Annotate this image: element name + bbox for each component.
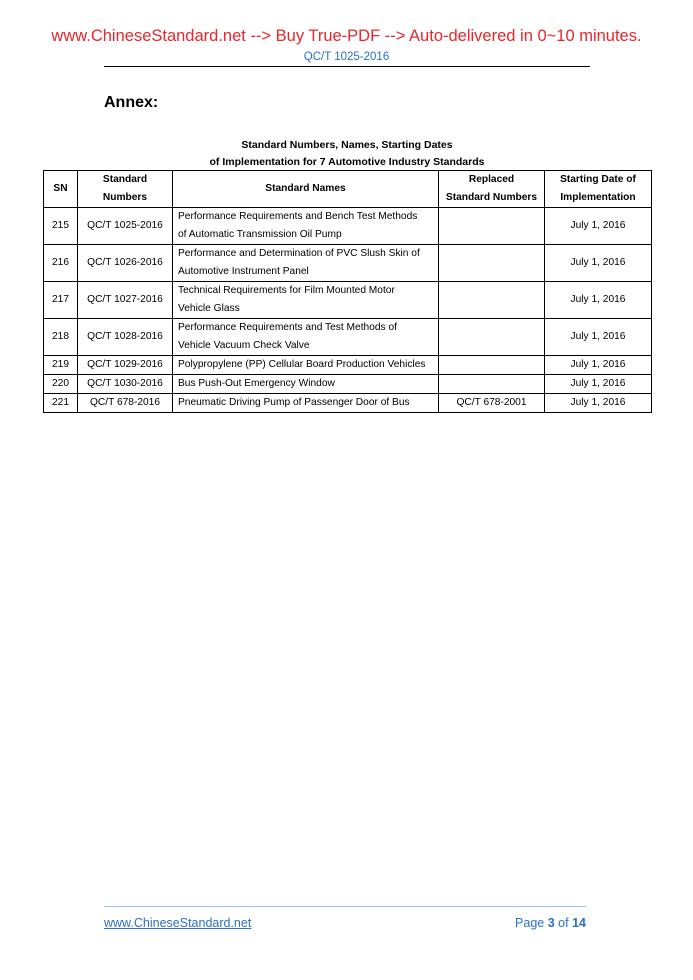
page-prefix: Page [515,916,545,930]
row-start-date: July 1, 2016 [545,356,652,375]
row-replaced: QC/T 678-2001 [439,394,545,413]
table-row [44,375,652,394]
row-standard-number: QC/T 1028-2016 [78,319,173,356]
standards-table [43,170,652,413]
row-standard-number: QC/T 1026-2016 [78,245,173,282]
row-standard-name [173,208,439,245]
row-standard-name-line1: Technical Requirements for Film Mounted Motor [178,285,395,296]
row-start-date: July 1, 2016 [545,245,652,282]
row-sn: 215 [44,208,78,245]
table-row [44,394,652,413]
header-replaced-line1: Replaced [468,174,515,185]
header-replaced [439,171,545,208]
row-standard-name [173,282,439,319]
row-standard-name-line1: Performance Requirements and Test Methods of [178,322,397,333]
page-indicator [515,916,586,930]
table-header-row [44,171,652,208]
row-standard-name-line2: Automotive Instrument Panel [178,266,309,277]
row-sn: 216 [44,245,78,282]
page-total: 14 [572,916,586,930]
row-start-date: July 1, 2016 [545,394,652,413]
row-standard-number: QC/T 1025-2016 [78,208,173,245]
header-sn: SN [44,171,78,208]
header-starting-date [545,171,652,208]
row-replaced [439,319,545,356]
header-standard-numbers [78,171,173,208]
row-standard-name-line1: Performance and Determination of PVC Slush Skin of [178,248,420,259]
row-standard-number: QC/T 1027-2016 [78,282,173,319]
row-standard-name: Polypropylene (PP) Cellular Board Production Vehicles [173,356,439,375]
row-standard-name: Bus Push-Out Emergency Window [173,375,439,394]
row-standard-number: QC/T 678-2016 [78,394,173,413]
row-sn: 217 [44,282,78,319]
row-standard-name [173,319,439,356]
row-start-date: July 1, 2016 [545,282,652,319]
table-caption-line2: of Implementation for 7 Automotive Industry Standards [209,156,485,168]
row-start-date: July 1, 2016 [545,375,652,394]
table-row [44,282,652,319]
page-of: of [558,916,569,930]
row-sn: 218 [44,319,78,356]
row-standard-name-line2: Vehicle Vacuum Check Valve [178,340,310,351]
table-row [44,319,652,356]
table-row [44,356,652,375]
row-start-date: July 1, 2016 [545,208,652,245]
header-starting-date-line2: Implementation [560,192,636,203]
row-standard-name-line2: of Automatic Transmission Oil Pump [178,229,342,240]
row-standard-name: Pneumatic Driving Pump of Passenger Door of Bus [173,394,439,413]
header-replaced-line2: Standard Numbers [445,192,538,203]
row-sn: 220 [44,375,78,394]
table-row [44,208,652,245]
page-current: 3 [547,916,555,930]
row-replaced [439,375,545,394]
document-number: QC/T 1025-2016 [303,51,390,63]
row-standard-number: QC/T 1030-2016 [78,375,173,394]
header-standard-names: Standard Names [173,171,439,208]
footer-divider [104,906,586,907]
header-standard-numbers-line1: Standard [102,174,148,185]
row-standard-name [173,245,439,282]
table-caption-line1: Standard Numbers, Names, Starting Dates [241,139,453,151]
row-standard-number: QC/T 1029-2016 [78,356,173,375]
row-standard-name-line2: Vehicle Glass [178,303,240,314]
row-start-date: July 1, 2016 [545,319,652,356]
row-replaced [439,245,545,282]
row-replaced [439,282,545,319]
footer-website-link[interactable]: www.ChineseStandard.net [104,916,252,930]
row-replaced [439,356,545,375]
header-standard-numbers-line2: Numbers [102,192,148,203]
row-sn: 221 [44,394,78,413]
header-banner[interactable]: www.ChineseStandard.net --> Buy True-PDF --> Auto-delivered in 0~10 minutes. [51,27,642,45]
row-sn: 219 [44,356,78,375]
table-row [44,245,652,282]
header-starting-date-line1: Starting Date of [560,174,636,185]
row-replaced [439,208,545,245]
annex-heading: Annex: [104,94,159,111]
header-divider [104,66,590,67]
row-standard-name-line1: Performance Requirements and Bench Test Methods [178,211,418,222]
